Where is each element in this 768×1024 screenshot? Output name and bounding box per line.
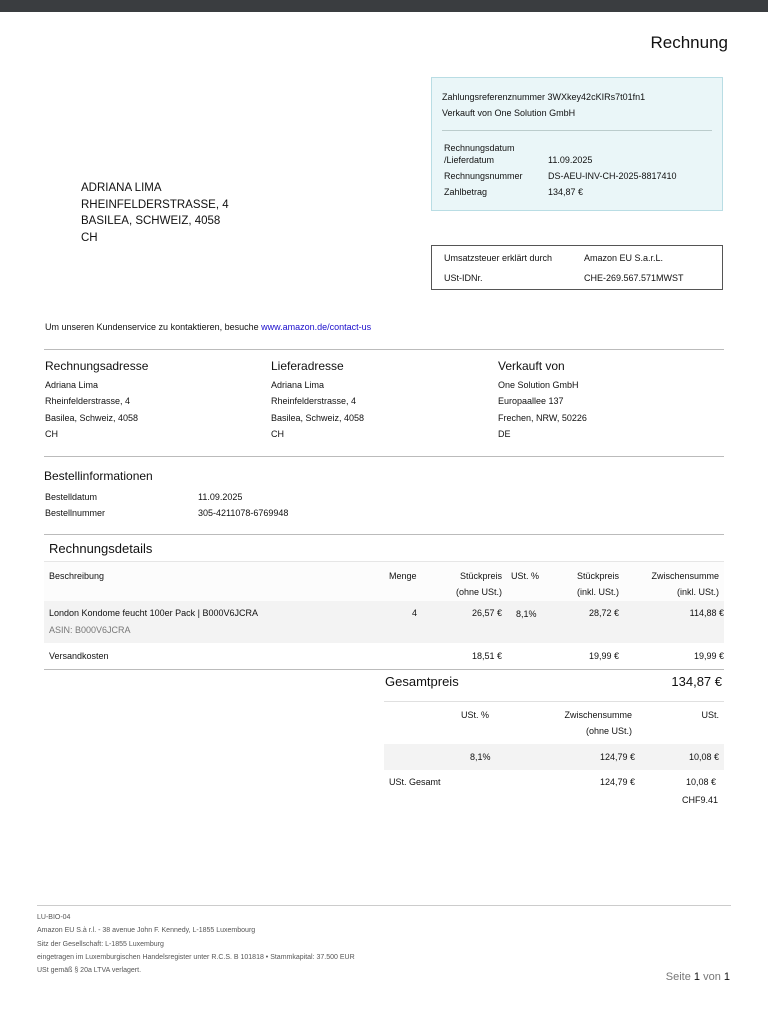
tax-total-tax: 10,08 € xyxy=(685,777,716,787)
divider xyxy=(442,130,712,131)
vat-declared-value: Amazon EU S.a.r.L. xyxy=(584,253,664,263)
total-value: 134,87 € xyxy=(671,674,722,689)
footer xyxy=(37,911,355,977)
order-info-heading: Bestellinformationen xyxy=(44,469,153,483)
table-header xyxy=(44,561,724,601)
payment-reference-box xyxy=(431,77,723,211)
col-unit-gross: Stückpreis xyxy=(576,571,619,581)
tax-col-tax: USt. xyxy=(701,710,719,720)
shipping-line: Rheinfelderstrasse, 4 xyxy=(271,396,357,407)
tax-row xyxy=(384,744,724,770)
tax-col-subtotal-sub: (ohne USt.) xyxy=(585,726,632,736)
sold-by-line: Verkauft von One Solution GmbH xyxy=(442,108,576,118)
col-unit-gross-sub: (inkl. USt.) xyxy=(576,587,619,597)
page-number xyxy=(666,971,730,983)
divider xyxy=(44,669,724,670)
divider xyxy=(384,701,724,702)
page-middle: von xyxy=(700,971,724,983)
seller-address xyxy=(498,358,587,442)
tax-total-subtotal: 124,79 € xyxy=(599,777,635,787)
divider xyxy=(44,456,724,457)
tax-row-subtotal: 124,79 € xyxy=(599,752,635,762)
col-description: Beschreibung xyxy=(49,571,105,581)
col-vat: USt. % xyxy=(511,571,540,581)
col-unit-net-sub: (ohne USt.) xyxy=(455,587,502,597)
recipient-address xyxy=(81,180,229,246)
tax-col-vat: USt. % xyxy=(461,710,490,720)
item-unit-gross: 28,72 € xyxy=(588,608,619,618)
seller-line: Europaallee 137 xyxy=(498,396,564,407)
vat-box xyxy=(431,245,723,290)
shipping-address xyxy=(271,358,364,442)
contact-text: Um unseren Kundenservice zu kontaktieren, besuche xyxy=(45,322,262,332)
seller-line: DE xyxy=(498,428,511,439)
billing-line: Rheinfelderstrasse, 4 xyxy=(45,396,131,407)
divider xyxy=(44,534,724,535)
vat-id-label: USt-IDNr. xyxy=(444,273,483,283)
seller-line: One Solution GmbH xyxy=(498,380,579,390)
invoice-date-label: Rechnungsdatum xyxy=(444,143,515,153)
tax-row-tax: 10,08 € xyxy=(688,752,719,762)
contact-line xyxy=(45,322,371,332)
invoice-date-value: 11.09.2025 xyxy=(548,155,593,165)
billing-heading: Rechnungsadresse xyxy=(45,359,149,373)
footer-line: LU-BIO-04 xyxy=(37,914,71,921)
shipping-subtotal: 19,99 € xyxy=(693,651,724,661)
vat-id-value: CHE-269.567.571MWST xyxy=(584,273,684,283)
footer-line: Sitz der Gesellschaft: L-1855 Luxemburg xyxy=(37,940,164,948)
page-current: 1 xyxy=(693,971,701,983)
recipient-street: RHEINFELDERSTRASSE, 4 xyxy=(81,198,229,211)
col-quantity: Menge xyxy=(389,571,417,581)
amount-value: 134,87 € xyxy=(548,187,584,197)
order-date-value: 11.09.2025 xyxy=(198,492,243,502)
footer-line: USt gemäß § 20a LTVA verlagert. xyxy=(37,967,142,975)
divider xyxy=(37,905,731,906)
payment-reference: Zahlungsreferenznummer 3WXkey42cKIRs7t01fn1 xyxy=(442,92,646,102)
billing-line: Basilea, Schweiz, 4058 xyxy=(45,412,139,423)
billing-line: CH xyxy=(45,428,58,439)
shipping-heading: Lieferadresse xyxy=(271,359,344,373)
order-number-label: Bestellnummer xyxy=(45,508,106,518)
tax-total-label: USt. Gesamt xyxy=(389,777,441,787)
recipient-city: BASILEA, SCHWEIZ, 4058 xyxy=(81,215,221,227)
item-description: London Kondome feucht 100er Pack | B000V6JCRA xyxy=(49,608,258,618)
recipient-country: CH xyxy=(81,231,98,244)
total-label: Gesamtpreis xyxy=(385,674,459,689)
recipient-name: ADRIANA LIMA xyxy=(81,182,162,194)
tax-col-subtotal: Zwischensumme xyxy=(564,710,632,720)
billing-line: Adriana Lima xyxy=(45,380,99,390)
shipping-unit-gross: 19,99 € xyxy=(588,651,619,661)
col-subtotal-sub: (inkl. USt.) xyxy=(676,587,719,597)
footer-line: eingetragen im Luxemburgischen Handelsregister unter R.C.S. B 101818 • Stammkapital: 37.500 EUR xyxy=(37,953,355,961)
col-unit-net: Stückpreis xyxy=(459,571,502,581)
seller-line: Frechen, NRW, 50226 xyxy=(498,412,587,423)
item-quantity: 4 xyxy=(412,608,418,618)
shipping-description: Versandkosten xyxy=(49,651,109,661)
details-heading: Rechnungsdetails xyxy=(49,541,153,556)
order-number-value: 305-4211078-6769948 xyxy=(198,508,289,518)
top-bar xyxy=(0,0,768,12)
shipping-line: Adriana Lima xyxy=(271,380,325,390)
tax-row-vat: 8,1% xyxy=(470,752,491,762)
billing-address xyxy=(45,358,148,442)
seller-heading: Verkauft von xyxy=(498,359,565,373)
page-total: 1 xyxy=(723,971,730,983)
page-title: Rechnung xyxy=(650,33,728,52)
footer-line: Amazon EU S.à r.l. - 38 avenue John F. Kennedy, L-1855 Luxembourg xyxy=(37,927,256,935)
tax-total-chf: CHF9.41 xyxy=(681,795,718,805)
shipping-line: Basilea, Schweiz, 4058 xyxy=(271,412,365,423)
shipping-unit-net: 18,51 € xyxy=(471,651,502,661)
order-date-label: Bestelldatum xyxy=(45,492,98,502)
invoice-number-value: DS-AEU-INV-CH-2025-8817410 xyxy=(548,171,677,181)
item-vat: 8,1% xyxy=(516,609,537,619)
vat-declared-label: Umsatzsteuer erklärt durch xyxy=(444,253,553,263)
invoice-number-label: Rechnungsnummer xyxy=(444,171,523,181)
divider xyxy=(44,349,724,350)
item-asin: ASIN: B000V6JCRA xyxy=(49,625,131,635)
page-prefix: Seite xyxy=(665,971,694,983)
item-unit-net: 26,57 € xyxy=(471,608,502,618)
contact-link[interactable]: www.amazon.de/contact-us xyxy=(261,322,372,332)
shipping-line: CH xyxy=(271,428,284,439)
amount-label: Zahlbetrag xyxy=(444,187,488,197)
item-subtotal: 114,88 € xyxy=(689,608,724,618)
col-subtotal: Zwischensumme xyxy=(651,571,719,581)
delivery-date-label: /Lieferdatum xyxy=(444,155,495,165)
